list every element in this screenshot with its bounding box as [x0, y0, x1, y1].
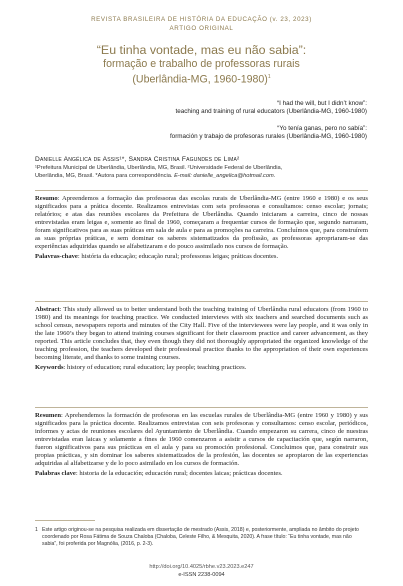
- doi-link[interactable]: http://doi.org/10.4025/rbhe.v23.2023.e247: [149, 564, 254, 570]
- keywords-en-label: Keywords: [35, 364, 64, 372]
- article-title: [40, 44, 363, 87]
- english-title-quote: “I had the will, but I didn’t know”:: [277, 100, 367, 107]
- divider: [35, 190, 368, 191]
- abstract-pt: [35, 195, 368, 261]
- eissn: e-ISSN 2238-0094: [178, 572, 225, 578]
- keywords-es-text: : historia de la educación; educación rural; docentes laicas; prácticas docentes.: [75, 470, 283, 478]
- footnote-divider: [35, 520, 95, 521]
- keywords-es-label: Palabras clave: [35, 470, 76, 478]
- keywords-es: [35, 470, 368, 478]
- affiliation-text: Uberlândia, MG, Brasil. *Autora para correspondência.: [35, 172, 173, 179]
- spanish-title-sub: formación y trabajo de profesoras rurales (Uberlândia-MG, 1960-1980): [169, 133, 367, 141]
- keywords-pt-label: Palavras-chave: [35, 253, 78, 261]
- article-type: ARTIGO ORIGINAL: [169, 25, 234, 32]
- affiliation-line-2: [35, 173, 375, 181]
- abstract-en-label: Abstract: [35, 306, 60, 313]
- author-email: E-mail: danielle_angelica@hotmail.com.: [174, 172, 276, 179]
- footnote-text: Este artigo originou-se na pesquisa realizada em dissertação de mestrado (Assis, 2018) e, posteriormente, ampliada no âmbito do projeto coordenado por Rosa Fátima de Souza Chaloba (Chaloba, Celeste Filho, & Mesquita, 2020). A frase título: “Eu tinha vontade, mas não sabia”, foi proferida por Magnólia, (2016, p. 2-3).: [42, 527, 359, 547]
- abstract-pt-text: : Apreendemos a formação das professoras das escolas rurais de Uberlândia-MG (entre 1960 e 1980) e os seus significados para a prática docente. Realizamos entrevistas com seis professoras e consultamos: censo escolar; jornais; relatórios; e atas das reuniões escolares da Prefeitura de Uberlândia. Quando iniciaram a carreira, cinco de nossas entrevistadas eram leigas e, somente ao final de 1960, começaram a frequentar cursos de formação que, segundo narraram, foram significativos para as suas práticas em sala de aula e para as promoções na carreira. Concluímos que, para construírem as suas próprias práticas, e sem dominar os saberes sistematizados da profissão, as professoras apropriaram-se das experiências adquiridas quando se alfabetizaram e do pouco assimilado nos cursos de formação.: [35, 195, 368, 251]
- abstract-pt-label: Resumo: [35, 195, 58, 202]
- abstract-es: [35, 412, 368, 478]
- abstract-en: [35, 306, 368, 372]
- english-title-sub: teaching and training of rural educators (Uberlândia-MG, 1960-1980): [175, 108, 367, 116]
- abstract-es-text: : Aprehendemos la formación de profesoras en las escuelas rurales de Uberlândia-MG (entre 1960 y 1980) y sus significados para la práctica docente. Realizamos entrevistas con seis profesoras y consultamos: censo escolar, periódicos, informes y actas de reuniones escolares del Ayuntamiento de Uberlândia. Cuando empezaron su carrera, cinco de nuestras entrevistadas eran laicas y solamente a fines de 1960 comenzaron a asistir a cursos de capacitación que, según narraron, fueron significativos para sus prácticas en el aula y para su promoción profesional. Concluimos que, para construir sus propias prácticas, y sin dominar los saberes sistematizados de la profesión, las docentes se apropiaron de las experiencias adquiridas al alfabetizarse y de lo poco asimilado en los cursos de formación.: [35, 412, 368, 468]
- title-main: “Eu tinha vontade, mas eu não sabia”:: [96, 43, 307, 57]
- affiliations: [35, 165, 375, 180]
- title-line3-text: (Uberlândia-MG, 1960-1980): [132, 73, 268, 86]
- title-line3: [40, 71, 363, 87]
- keywords-en-text: : history of education; rural education; lay people; teaching practices.: [63, 364, 247, 372]
- abstract-en-text: : This study allowed us to better understand both the teaching training of Uberlândia rural educators (from 1960 to 1980) and its meanings for teaching practice. We conducted interviews with six teachers and searched documents such as school census, newspapers reports and minutes of the City Hall. Five of the interviewees were lay people, and it was only in the late 1960’s they began to attend training courses significant for their classroom practice and career advancement, as they reported. This article concludes that, they even though they did not thoroughly appropriated the organized knowledge of the teaching profession, the teachers developed their professional practice thanks to the appropriation of their own experiences becoming literate, and thanks to some training courses.: [35, 306, 368, 362]
- affiliation-line-1: ¹Prefeitura Municipal de Uberlândia, Uberlândia, MG, Brasil. ²Universidade Federal de Uberlândia,: [35, 165, 283, 171]
- spanish-title-quote: “Yo tenía ganas, pero no sabía”:: [277, 125, 367, 132]
- spanish-title: [170, 125, 367, 141]
- footnote: [35, 527, 368, 548]
- author-list: Danielle Angélica de Assis¹*, Sandra Cristina Fagundes de Lima²: [35, 156, 240, 163]
- title-line2: formação e trabalho de professoras rurais: [103, 57, 300, 70]
- footnote-number: 1: [35, 527, 38, 533]
- title-footnote-marker: 1: [267, 74, 271, 80]
- divider: [35, 301, 368, 302]
- keywords-pt-text: : história da educação; educação rural; professoras leigas; práticas docentes.: [77, 253, 279, 261]
- english-title: [176, 100, 367, 116]
- keywords-pt: [35, 253, 368, 261]
- divider: [35, 407, 368, 408]
- keywords-en: [35, 364, 368, 372]
- abstract-es-label: Resumen: [35, 412, 62, 419]
- journal-header: REVISTA BRASILEIRA DE HISTÓRIA DA EDUCAÇÃO (v. 23, 2023): [91, 16, 312, 23]
